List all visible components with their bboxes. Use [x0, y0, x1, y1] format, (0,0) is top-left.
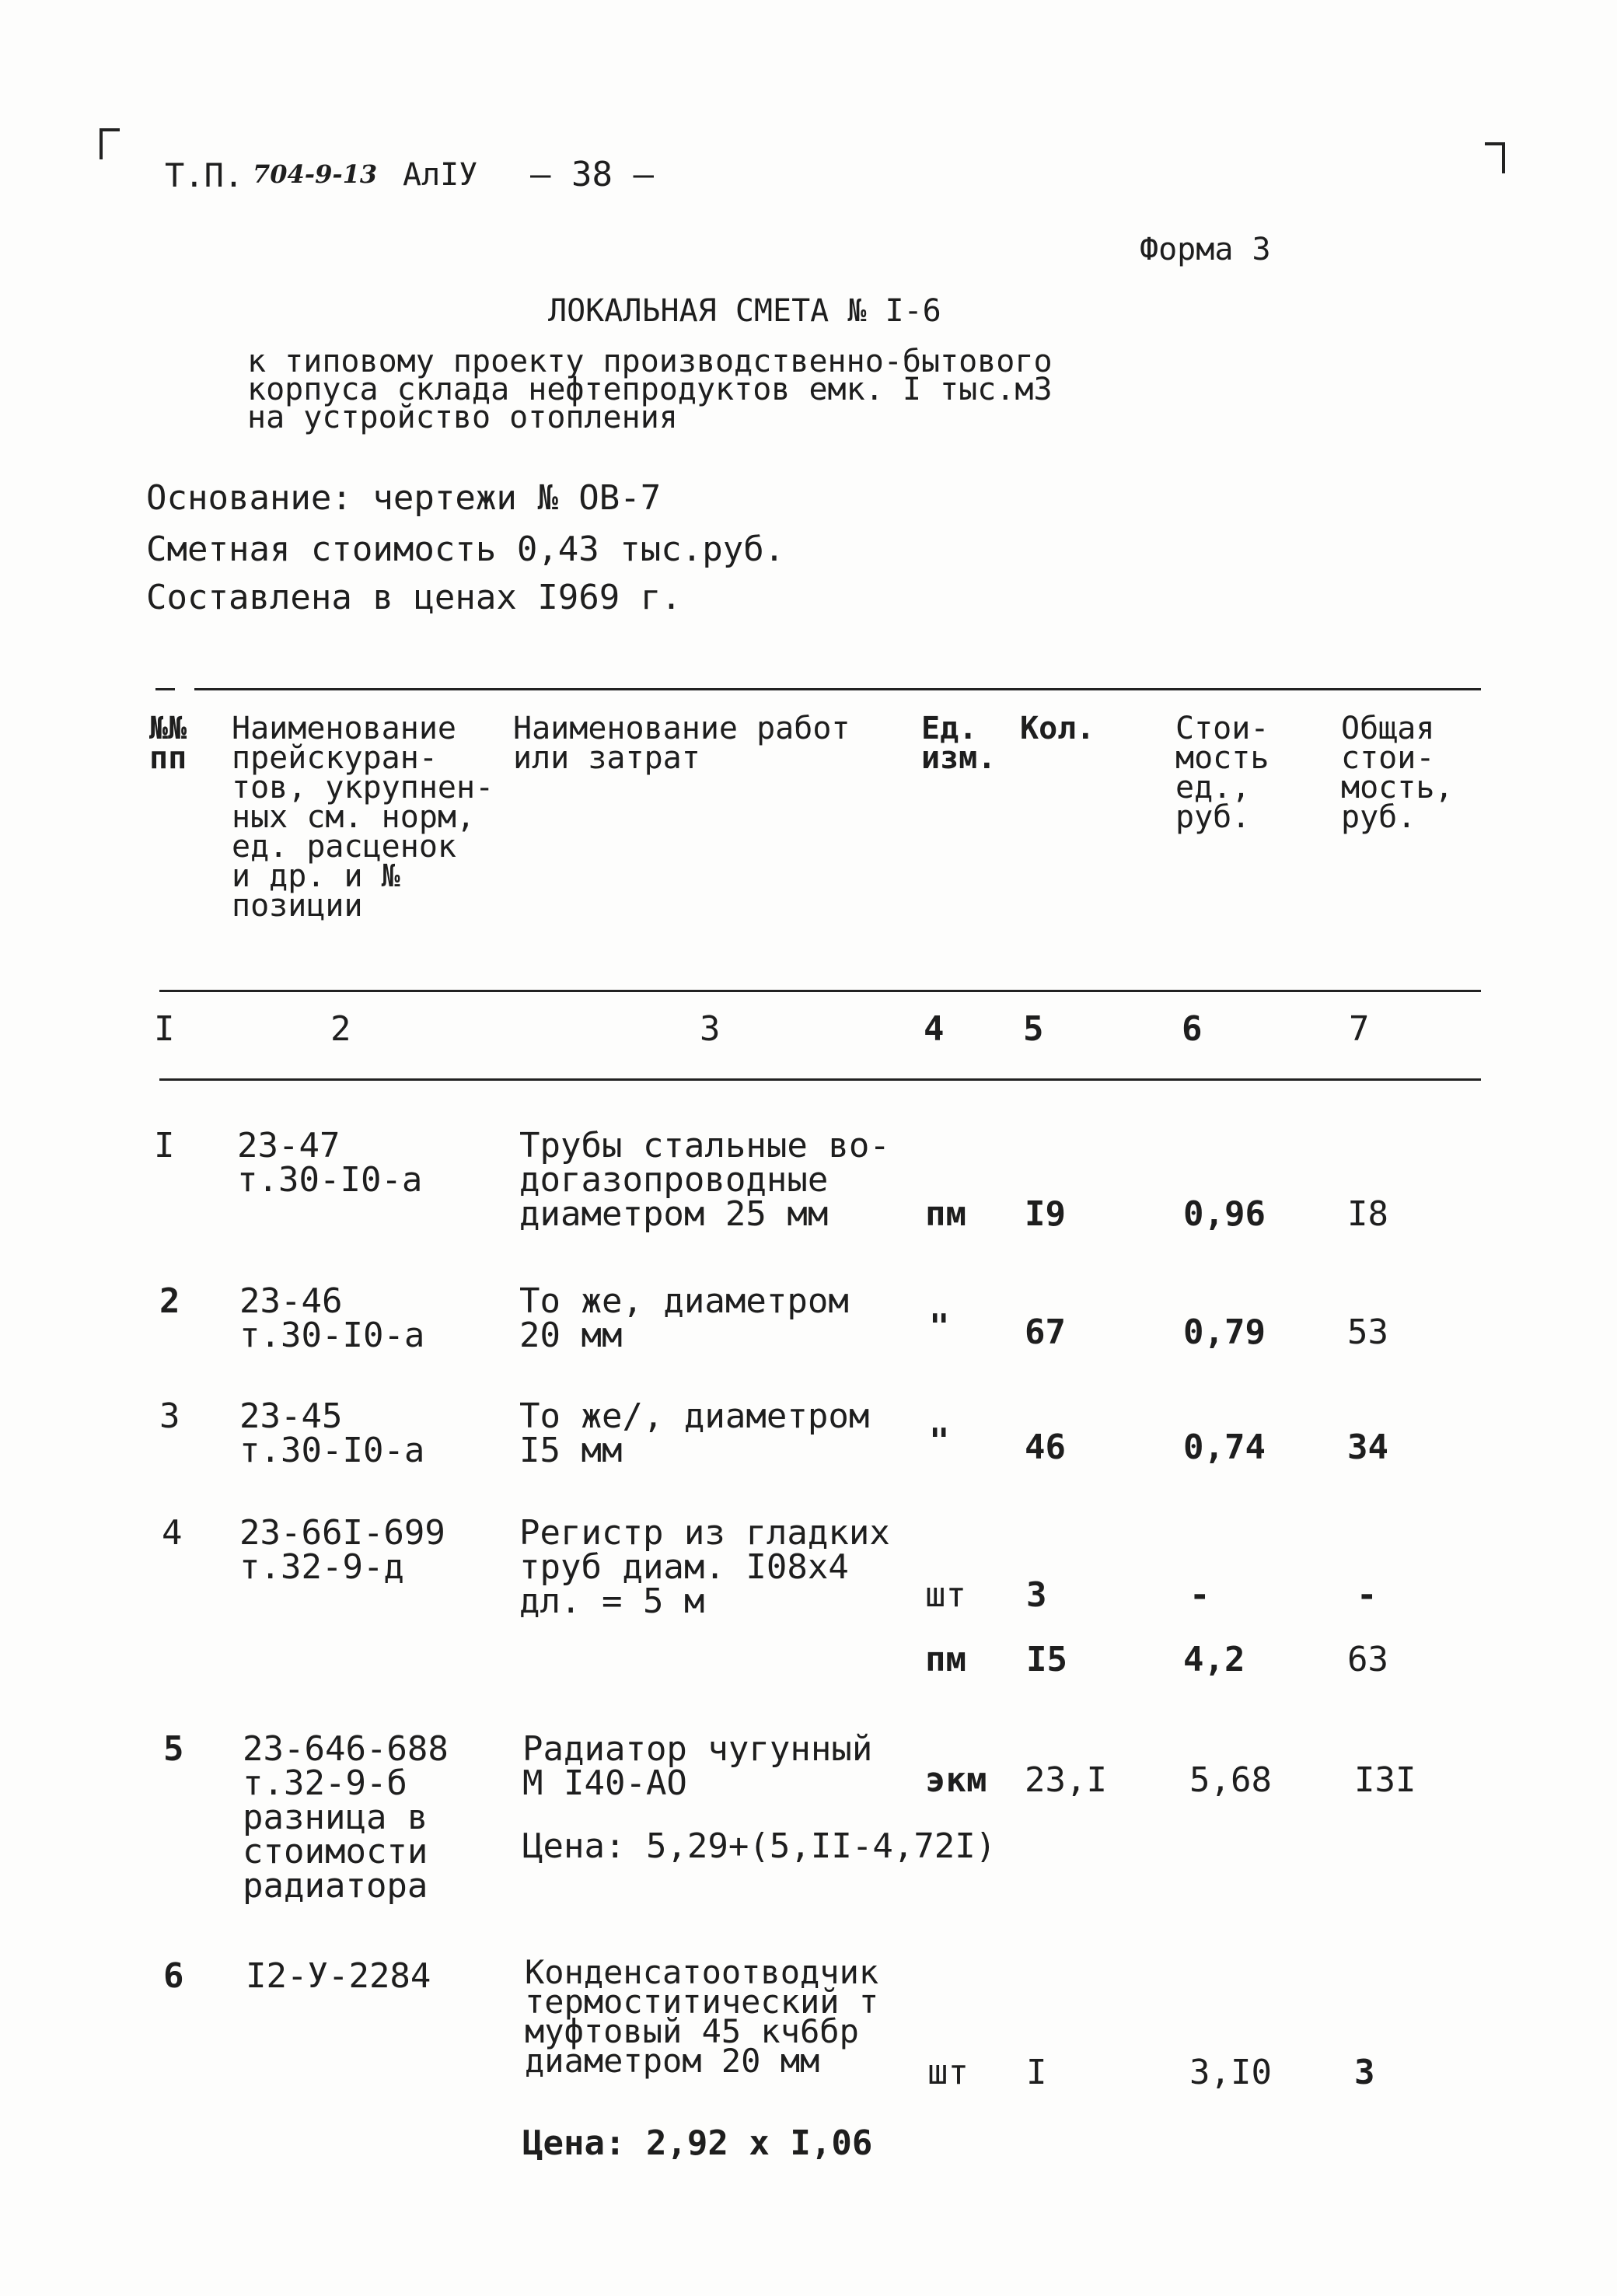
row-unit-cost: 0,74 — [1183, 1428, 1266, 1467]
row-number: 5 — [163, 1729, 184, 1769]
column-number: 4 — [924, 1009, 945, 1049]
basis-drawings: Основание: чертежи № ОВ-7 — [146, 478, 662, 518]
column-number: 7 — [1349, 1009, 1370, 1049]
row-work-name: Регистр из гладких труб диам. I08х4 дл. = 5 м — [519, 1513, 890, 1621]
document-title: ЛОКАЛЬНАЯ СМЕТА № I-6 — [548, 293, 941, 329]
doc-code-handwritten: 704-9-13 — [253, 159, 378, 189]
column-number: 3 — [700, 1009, 721, 1049]
row-unit-cost: - — [1189, 1575, 1210, 1615]
row-quantity: I — [1026, 2053, 1047, 2092]
header-col-unit: Ед. изм. — [921, 711, 997, 776]
row-code: 23-45 т.30-I0-а — [239, 1396, 425, 1470]
row-quantity: 67 — [1025, 1312, 1066, 1352]
row-work-name: То же/, диаметром I5 мм — [519, 1396, 870, 1470]
row-quantity-secondary: I5 — [1026, 1640, 1067, 1679]
header-col-total-cost: Общая стои- мость, руб. — [1341, 711, 1454, 835]
row-price-note: Цена: 5,29+(5,II-4,72I) — [522, 1826, 997, 1866]
row-total-cost: 53 — [1347, 1312, 1388, 1352]
row-code: 23-66I-699 т.32-9-д — [239, 1513, 445, 1587]
row-total-cost: - — [1357, 1575, 1378, 1615]
table-top-rule — [194, 688, 1481, 690]
row-quantity: 23,I — [1025, 1760, 1107, 1800]
row-work-name: То же, диаметром 20 мм — [519, 1281, 849, 1355]
row-number: 6 — [163, 1956, 184, 1996]
row-unit-secondary: пм — [925, 1640, 966, 1679]
header-col-pricelist: Наименование прейскуран- тов, укрупнен- ных см. норм, ед. расценок и др. и № позиции — [232, 711, 494, 924]
column-numbers-rule — [159, 1078, 1481, 1081]
row-unit: " — [929, 1421, 950, 1461]
row-number: 2 — [159, 1281, 180, 1321]
subtitle-line: к типовому проекту производственно-бытового — [247, 344, 1053, 379]
row-unit: шт — [925, 1575, 966, 1615]
row-quantity: 46 — [1025, 1428, 1066, 1467]
corner-mark-left — [100, 128, 120, 159]
row-total-cost: I3I — [1354, 1760, 1416, 1800]
row-code: I2-У-2284 — [246, 1956, 431, 1996]
row-number: I — [154, 1126, 175, 1165]
basis-price-year: Составлена в ценах I969 г. — [146, 578, 682, 617]
basis-estimated-cost: Сметная стоимость 0,43 тыс.руб. — [146, 529, 785, 569]
header-col-work-name: Наименование работ или затрат — [513, 711, 850, 776]
row-work-name: Конденсатоотводчик термоститический т муфтовый 45 кч6бр диаметром 20 мм — [525, 1953, 879, 2080]
row-total-cost: I8 — [1347, 1194, 1388, 1234]
row-unit-cost: 0,96 — [1183, 1194, 1266, 1234]
row-unit: пм — [925, 1194, 966, 1234]
table-top-tick — [155, 688, 175, 690]
subtitle-line: корпуса склада нефтепродуктов емк. I тыс.м3 — [247, 372, 1053, 407]
album-label: АлIУ — [403, 157, 478, 193]
row-total-cost: 3 — [1354, 2053, 1375, 2092]
column-number: I — [154, 1009, 175, 1049]
row-unit-cost-secondary: 4,2 — [1183, 1640, 1245, 1679]
page-number: — 38 — — [530, 155, 654, 194]
row-code: 23-47 т.30-I0-а — [237, 1126, 423, 1200]
row-total-cost: 34 — [1347, 1428, 1388, 1467]
row-price-note: Цена: 2,92 х I,06 — [522, 2123, 873, 2163]
row-quantity: I9 — [1025, 1194, 1066, 1234]
corner-mark-right — [1485, 142, 1505, 173]
row-number: 4 — [162, 1513, 183, 1553]
row-code: 23-46 т.30-I0-а — [239, 1281, 425, 1355]
header-col-quantity: Кол. — [1020, 711, 1095, 746]
doc-code-prefix: Т.П. — [165, 156, 244, 194]
row-quantity: 3 — [1026, 1575, 1047, 1615]
row-number: 3 — [159, 1396, 180, 1436]
column-number: 5 — [1023, 1009, 1044, 1049]
header-bottom-rule — [159, 990, 1481, 992]
row-total-cost-secondary: 63 — [1347, 1640, 1388, 1679]
row-unit: экм — [925, 1760, 987, 1800]
row-unit-cost: 0,79 — [1183, 1312, 1266, 1352]
column-number: 2 — [330, 1009, 351, 1049]
row-unit-cost: 3,I0 — [1189, 2053, 1272, 2092]
header-col-number: №№ пп — [149, 711, 187, 776]
header-col-unit-cost: Стои- мость ед., руб. — [1175, 711, 1270, 835]
row-code: 23-646-688 т.32-9-б разница в стоимости радиатора — [243, 1729, 449, 1906]
row-unit-cost: 5,68 — [1189, 1760, 1272, 1800]
row-work-name: Трубы стальные во- догазопроводные диаметром 25 мм — [519, 1126, 890, 1234]
row-work-name: Радиатор чугунный М I40-АО — [522, 1729, 873, 1803]
subtitle-line: на устройство отопления — [247, 400, 678, 435]
column-number: 6 — [1182, 1009, 1203, 1049]
row-unit: " — [929, 1307, 950, 1347]
row-unit: шт — [927, 2053, 969, 2092]
form-label: Форма 3 — [1140, 232, 1271, 267]
